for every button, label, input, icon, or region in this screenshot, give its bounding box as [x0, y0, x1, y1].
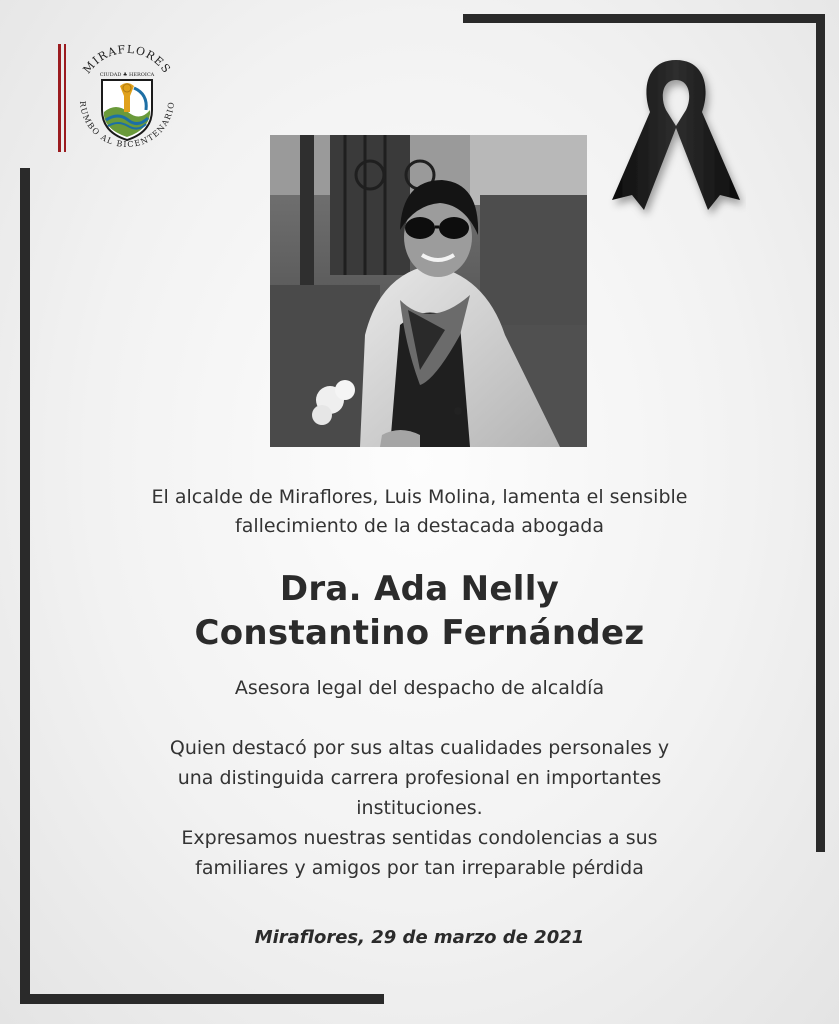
- deceased-name: [60, 567, 779, 655]
- frame-left-bar: [20, 168, 30, 1004]
- svg-text:MIRAFLORES: MIRAFLORES: [80, 42, 174, 77]
- body-line-2: una distinguida carrera profesional en importantes: [177, 767, 662, 789]
- logo-red-bar-thin: [64, 44, 66, 152]
- mourning-ribbon-icon: [606, 50, 746, 230]
- svg-text:CIUDAD ♣ HEROICA: CIUDAD ♣ HEROICA: [99, 72, 155, 78]
- body-line-1: Quien destacó por sus altas cualidades personales y: [169, 737, 670, 759]
- condolence-text: [60, 733, 779, 883]
- intro-text: [60, 483, 779, 541]
- frame-top-bar: [463, 14, 825, 23]
- frame-bottom-bar: [20, 994, 384, 1004]
- svg-text:RUMBO AL BICENTENARIO: RUMBO AL BICENTENARIO: [77, 100, 177, 150]
- portrait-illustration: [270, 135, 587, 447]
- body-line-3: instituciones.: [356, 797, 483, 819]
- name-line-2: Constantino Fernández: [194, 613, 645, 653]
- date-text: Miraflores, 29 de marzo de 2021: [254, 927, 585, 948]
- logo-red-bar: [58, 44, 61, 152]
- miraflores-logo: [56, 40, 186, 155]
- miraflores-seal-icon: [68, 40, 186, 155]
- body-line-5: familiares y amigos por tan irreparable pérdida: [195, 857, 644, 879]
- intro-line-1: El alcalde de Miraflores, Luis Molina, lamenta el sensible: [151, 486, 688, 508]
- body-line-4: Expresamos nuestras sentidas condolencias a sus: [181, 827, 658, 849]
- frame-right-bar: [816, 14, 825, 852]
- portrait-photo: [270, 135, 587, 447]
- role-text: Asesora legal del despacho de alcaldía: [234, 677, 605, 699]
- name-line-1: Dra. Ada Nelly: [279, 569, 560, 609]
- intro-line-2: fallecimiento de la destacada abogada: [235, 515, 604, 537]
